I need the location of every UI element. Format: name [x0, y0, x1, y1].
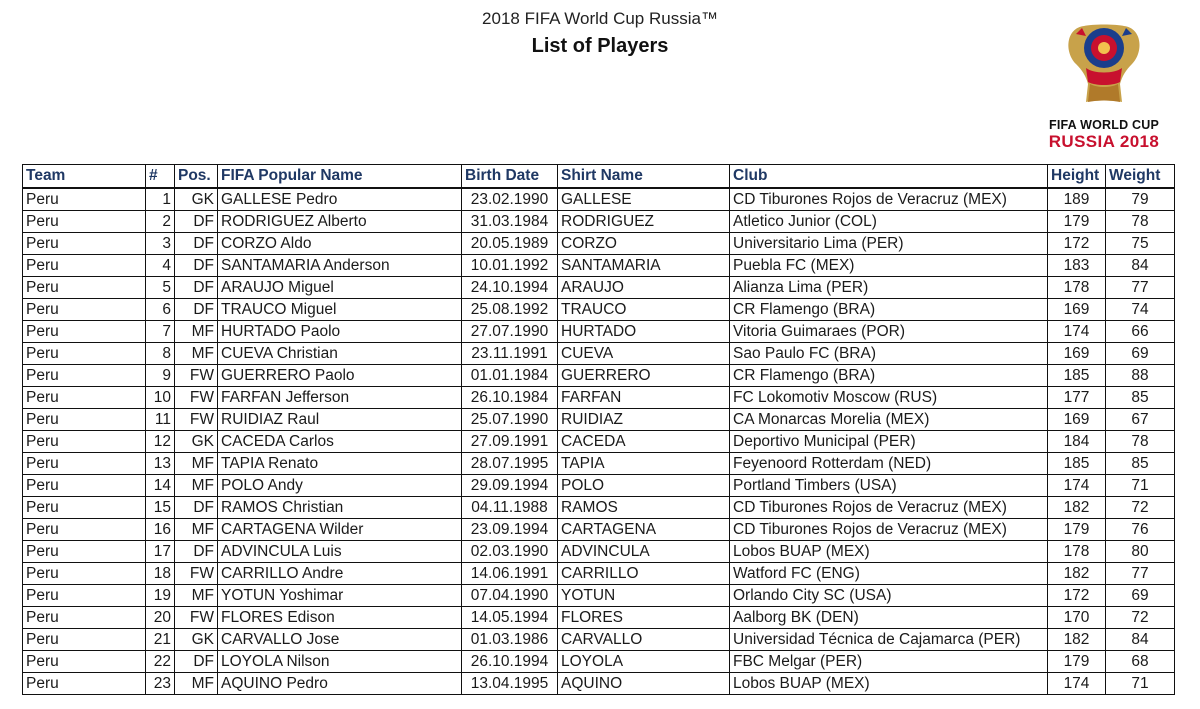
cell-birth-date: 10.01.1992: [462, 255, 558, 277]
cell-height: 178: [1048, 541, 1106, 563]
table-header-row: [23, 165, 1175, 189]
table-row: [23, 211, 1175, 233]
cell-team: Peru: [23, 431, 146, 453]
cell-popular-name: SANTAMARIA Anderson: [218, 255, 462, 277]
cell-club: Feyenoord Rotterdam (NED): [730, 453, 1048, 475]
cell-popular-name: CACEDA Carlos: [218, 431, 462, 453]
cell-position: FW: [175, 387, 218, 409]
cell-weight: 84: [1106, 629, 1175, 651]
cell-number: 7: [146, 321, 175, 343]
cell-birth-date: 26.10.1994: [462, 651, 558, 673]
cell-shirt-name: TRAUCO: [558, 299, 730, 321]
cell-height: 169: [1048, 343, 1106, 365]
player-table: [22, 164, 1175, 695]
cell-popular-name: CARTAGENA Wilder: [218, 519, 462, 541]
column-header-team: Team: [23, 165, 146, 189]
cell-number: 2: [146, 211, 175, 233]
cell-weight: 75: [1106, 233, 1175, 255]
table-row: [23, 563, 1175, 585]
cell-shirt-name: POLO: [558, 475, 730, 497]
cell-popular-name: CARRILLO Andre: [218, 563, 462, 585]
cell-team: Peru: [23, 188, 146, 211]
table-row: [23, 387, 1175, 409]
cell-birth-date: 25.07.1990: [462, 409, 558, 431]
cell-birth-date: 27.07.1990: [462, 321, 558, 343]
cell-number: 1: [146, 188, 175, 211]
cell-number: 22: [146, 651, 175, 673]
table-body: [23, 188, 1175, 695]
cell-height: 172: [1048, 585, 1106, 607]
cell-position: MF: [175, 585, 218, 607]
cell-number: 6: [146, 299, 175, 321]
cell-club: Universidad Técnica de Cajamarca (PER): [730, 629, 1048, 651]
cell-club: Vitoria Guimaraes (POR): [730, 321, 1048, 343]
cell-popular-name: TAPIA Renato: [218, 453, 462, 475]
cell-team: Peru: [23, 519, 146, 541]
table-row: [23, 255, 1175, 277]
cell-team: Peru: [23, 277, 146, 299]
cell-weight: 78: [1106, 431, 1175, 453]
column-header-number: #: [146, 165, 175, 189]
table-row: [23, 453, 1175, 475]
cell-birth-date: 24.10.1994: [462, 277, 558, 299]
cell-birth-date: 28.07.1995: [462, 453, 558, 475]
cell-weight: 72: [1106, 497, 1175, 519]
cell-height: 183: [1048, 255, 1106, 277]
table-row: [23, 431, 1175, 453]
column-header-shirt-name: Shirt Name: [558, 165, 730, 189]
table-row: [23, 365, 1175, 387]
cell-weight: 80: [1106, 541, 1175, 563]
cell-height: 179: [1048, 519, 1106, 541]
cell-weight: 85: [1106, 387, 1175, 409]
cell-club: CD Tiburones Rojos de Veracruz (MEX): [730, 519, 1048, 541]
table-row: [23, 607, 1175, 629]
cell-birth-date: 14.05.1994: [462, 607, 558, 629]
cell-position: MF: [175, 475, 218, 497]
cell-shirt-name: FARFAN: [558, 387, 730, 409]
cell-height: 189: [1048, 188, 1106, 211]
cell-popular-name: CORZO Aldo: [218, 233, 462, 255]
cell-weight: 68: [1106, 651, 1175, 673]
table-row: [23, 519, 1175, 541]
cell-weight: 66: [1106, 321, 1175, 343]
cell-number: 10: [146, 387, 175, 409]
cell-team: Peru: [23, 585, 146, 607]
cell-number: 14: [146, 475, 175, 497]
cell-weight: 74: [1106, 299, 1175, 321]
table-row: [23, 409, 1175, 431]
cell-height: 178: [1048, 277, 1106, 299]
cell-height: 182: [1048, 629, 1106, 651]
cell-team: Peru: [23, 541, 146, 563]
cell-position: MF: [175, 321, 218, 343]
cell-popular-name: RUIDIAZ Raul: [218, 409, 462, 431]
world-cup-logo: [1036, 22, 1172, 150]
cell-height: 172: [1048, 233, 1106, 255]
cell-weight: 79: [1106, 188, 1175, 211]
cell-popular-name: GALLESE Pedro: [218, 188, 462, 211]
cell-number: 12: [146, 431, 175, 453]
cell-birth-date: 29.09.1994: [462, 475, 558, 497]
cell-shirt-name: CACEDA: [558, 431, 730, 453]
cell-club: CR Flamengo (BRA): [730, 299, 1048, 321]
cell-shirt-name: SANTAMARIA: [558, 255, 730, 277]
cell-team: Peru: [23, 343, 146, 365]
cell-height: 184: [1048, 431, 1106, 453]
cell-position: MF: [175, 453, 218, 475]
cell-height: 185: [1048, 365, 1106, 387]
cell-number: 11: [146, 409, 175, 431]
cell-shirt-name: AQUINO: [558, 673, 730, 695]
cell-height: 169: [1048, 299, 1106, 321]
cell-number: 18: [146, 563, 175, 585]
cell-weight: 77: [1106, 563, 1175, 585]
cell-popular-name: ARAUJO Miguel: [218, 277, 462, 299]
cell-weight: 71: [1106, 475, 1175, 497]
cell-club: CD Tiburones Rojos de Veracruz (MEX): [730, 188, 1048, 211]
cell-team: Peru: [23, 321, 146, 343]
cell-popular-name: LOYOLA Nilson: [218, 651, 462, 673]
cell-club: Watford FC (ENG): [730, 563, 1048, 585]
cell-shirt-name: RAMOS: [558, 497, 730, 519]
cell-club: FBC Melgar (PER): [730, 651, 1048, 673]
cell-weight: 72: [1106, 607, 1175, 629]
cell-birth-date: 20.05.1989: [462, 233, 558, 255]
table-row: [23, 497, 1175, 519]
column-header-birth-date: Birth Date: [462, 165, 558, 189]
cell-number: 5: [146, 277, 175, 299]
cell-birth-date: 14.06.1991: [462, 563, 558, 585]
cell-popular-name: FARFAN Jefferson: [218, 387, 462, 409]
page-title: List of Players: [531, 35, 669, 57]
cell-weight: 67: [1106, 409, 1175, 431]
cell-weight: 88: [1106, 365, 1175, 387]
cell-position: FW: [175, 409, 218, 431]
cell-position: DF: [175, 541, 218, 563]
cell-club: Aalborg BK (DEN): [730, 607, 1048, 629]
trophy-emblem-icon: [1036, 22, 1172, 118]
cell-shirt-name: CARTAGENA: [558, 519, 730, 541]
cell-club: Sao Paulo FC (BRA): [730, 343, 1048, 365]
cell-weight: 69: [1106, 343, 1175, 365]
cell-shirt-name: CARRILLO: [558, 563, 730, 585]
column-header-position: Pos.: [175, 165, 218, 189]
cell-number: 19: [146, 585, 175, 607]
cell-club: Atletico Junior (COL): [730, 211, 1048, 233]
cell-position: FW: [175, 607, 218, 629]
cell-popular-name: POLO Andy: [218, 475, 462, 497]
cell-birth-date: 31.03.1984: [462, 211, 558, 233]
cell-position: DF: [175, 299, 218, 321]
table-row: [23, 475, 1175, 497]
cell-club: FC Lokomotiv Moscow (RUS): [730, 387, 1048, 409]
cell-number: 13: [146, 453, 175, 475]
cell-shirt-name: CORZO: [558, 233, 730, 255]
cell-club: CD Tiburones Rojos de Veracruz (MEX): [730, 497, 1048, 519]
cell-position: MF: [175, 343, 218, 365]
document-header: [0, 8, 1200, 60]
cell-weight: 78: [1106, 211, 1175, 233]
cell-club: Lobos BUAP (MEX): [730, 673, 1048, 695]
cell-number: 9: [146, 365, 175, 387]
document-subtitle: 2018 FIFA World Cup Russia™: [482, 9, 718, 28]
table-row: [23, 188, 1175, 211]
cell-club: Universitario Lima (PER): [730, 233, 1048, 255]
cell-position: FW: [175, 365, 218, 387]
cell-team: Peru: [23, 673, 146, 695]
cell-team: Peru: [23, 255, 146, 277]
cell-position: GK: [175, 188, 218, 211]
cell-height: 169: [1048, 409, 1106, 431]
cell-height: 170: [1048, 607, 1106, 629]
cell-shirt-name: GALLESE: [558, 188, 730, 211]
cell-birth-date: 23.09.1994: [462, 519, 558, 541]
cell-weight: 84: [1106, 255, 1175, 277]
table-row: [23, 651, 1175, 673]
cell-height: 179: [1048, 651, 1106, 673]
cell-team: Peru: [23, 651, 146, 673]
cell-shirt-name: HURTADO: [558, 321, 730, 343]
cell-height: 174: [1048, 475, 1106, 497]
cell-number: 8: [146, 343, 175, 365]
cell-height: 174: [1048, 321, 1106, 343]
cell-club: CR Flamengo (BRA): [730, 365, 1048, 387]
cell-shirt-name: FLORES: [558, 607, 730, 629]
cell-birth-date: 01.03.1986: [462, 629, 558, 651]
cell-birth-date: 07.04.1990: [462, 585, 558, 607]
cell-team: Peru: [23, 233, 146, 255]
cell-birth-date: 27.09.1991: [462, 431, 558, 453]
table-row: [23, 299, 1175, 321]
cell-team: Peru: [23, 299, 146, 321]
cell-team: Peru: [23, 629, 146, 651]
cell-team: Peru: [23, 453, 146, 475]
cell-club: Puebla FC (MEX): [730, 255, 1048, 277]
cell-position: DF: [175, 233, 218, 255]
cell-position: DF: [175, 211, 218, 233]
cell-popular-name: CUEVA Christian: [218, 343, 462, 365]
cell-shirt-name: GUERRERO: [558, 365, 730, 387]
cell-popular-name: GUERRERO Paolo: [218, 365, 462, 387]
cell-number: 3: [146, 233, 175, 255]
cell-position: DF: [175, 651, 218, 673]
cell-team: Peru: [23, 365, 146, 387]
cell-team: Peru: [23, 563, 146, 585]
cell-shirt-name: YOTUN: [558, 585, 730, 607]
cell-birth-date: 26.10.1984: [462, 387, 558, 409]
cell-position: GK: [175, 431, 218, 453]
cell-shirt-name: ARAUJO: [558, 277, 730, 299]
cell-popular-name: YOTUN Yoshimar: [218, 585, 462, 607]
cell-popular-name: RAMOS Christian: [218, 497, 462, 519]
cell-position: MF: [175, 519, 218, 541]
cell-team: Peru: [23, 475, 146, 497]
cell-height: 174: [1048, 673, 1106, 695]
cell-weight: 77: [1106, 277, 1175, 299]
cell-height: 182: [1048, 497, 1106, 519]
cell-shirt-name: TAPIA: [558, 453, 730, 475]
table-row: [23, 673, 1175, 695]
column-header-popular-name: FIFA Popular Name: [218, 165, 462, 189]
cell-position: MF: [175, 673, 218, 695]
cell-popular-name: AQUINO Pedro: [218, 673, 462, 695]
cell-birth-date: 02.03.1990: [462, 541, 558, 563]
cell-position: FW: [175, 563, 218, 585]
cell-height: 179: [1048, 211, 1106, 233]
cell-popular-name: HURTADO Paolo: [218, 321, 462, 343]
cell-birth-date: 13.04.1995: [462, 673, 558, 695]
cell-weight: 69: [1106, 585, 1175, 607]
cell-team: Peru: [23, 211, 146, 233]
cell-shirt-name: LOYOLA: [558, 651, 730, 673]
cell-position: DF: [175, 255, 218, 277]
column-header-height: Height: [1048, 165, 1106, 189]
cell-club: Lobos BUAP (MEX): [730, 541, 1048, 563]
cell-height: 185: [1048, 453, 1106, 475]
cell-club: Alianza Lima (PER): [730, 277, 1048, 299]
table-row: [23, 233, 1175, 255]
cell-birth-date: 25.08.1992: [462, 299, 558, 321]
cell-birth-date: 04.11.1988: [462, 497, 558, 519]
cell-height: 182: [1048, 563, 1106, 585]
cell-club: Portland Timbers (USA): [730, 475, 1048, 497]
logo-text-fifa-world-cup: FIFA WORLD CUP: [1049, 118, 1159, 132]
cell-number: 23: [146, 673, 175, 695]
cell-team: Peru: [23, 387, 146, 409]
cell-weight: 71: [1106, 673, 1175, 695]
cell-shirt-name: ADVINCULA: [558, 541, 730, 563]
cell-team: Peru: [23, 409, 146, 431]
cell-shirt-name: CUEVA: [558, 343, 730, 365]
cell-popular-name: TRAUCO Miguel: [218, 299, 462, 321]
column-header-weight: Weight: [1106, 165, 1175, 189]
table-row: [23, 343, 1175, 365]
cell-number: 4: [146, 255, 175, 277]
cell-club: CA Monarcas Morelia (MEX): [730, 409, 1048, 431]
cell-popular-name: FLORES Edison: [218, 607, 462, 629]
table-row: [23, 541, 1175, 563]
column-header-club: Club: [730, 165, 1048, 189]
table-row: [23, 321, 1175, 343]
cell-number: 15: [146, 497, 175, 519]
cell-weight: 76: [1106, 519, 1175, 541]
cell-birth-date: 23.11.1991: [462, 343, 558, 365]
cell-number: 16: [146, 519, 175, 541]
cell-position: DF: [175, 497, 218, 519]
cell-club: Deportivo Municipal (PER): [730, 431, 1048, 453]
cell-team: Peru: [23, 497, 146, 519]
cell-popular-name: ADVINCULA Luis: [218, 541, 462, 563]
logo-text-russia-2018: RUSSIA 2018: [1048, 132, 1160, 151]
cell-number: 21: [146, 629, 175, 651]
cell-height: 177: [1048, 387, 1106, 409]
cell-shirt-name: RUIDIAZ: [558, 409, 730, 431]
cell-shirt-name: RODRIGUEZ: [558, 211, 730, 233]
cell-club: Orlando City SC (USA): [730, 585, 1048, 607]
cell-team: Peru: [23, 607, 146, 629]
table-row: [23, 277, 1175, 299]
cell-shirt-name: CARVALLO: [558, 629, 730, 651]
cell-weight: 85: [1106, 453, 1175, 475]
cell-number: 20: [146, 607, 175, 629]
cell-number: 17: [146, 541, 175, 563]
cell-position: DF: [175, 277, 218, 299]
table-row: [23, 585, 1175, 607]
cell-birth-date: 01.01.1984: [462, 365, 558, 387]
table-row: [23, 629, 1175, 651]
cell-position: GK: [175, 629, 218, 651]
cell-birth-date: 23.02.1990: [462, 188, 558, 211]
cell-popular-name: RODRIGUEZ Alberto: [218, 211, 462, 233]
cell-popular-name: CARVALLO Jose: [218, 629, 462, 651]
